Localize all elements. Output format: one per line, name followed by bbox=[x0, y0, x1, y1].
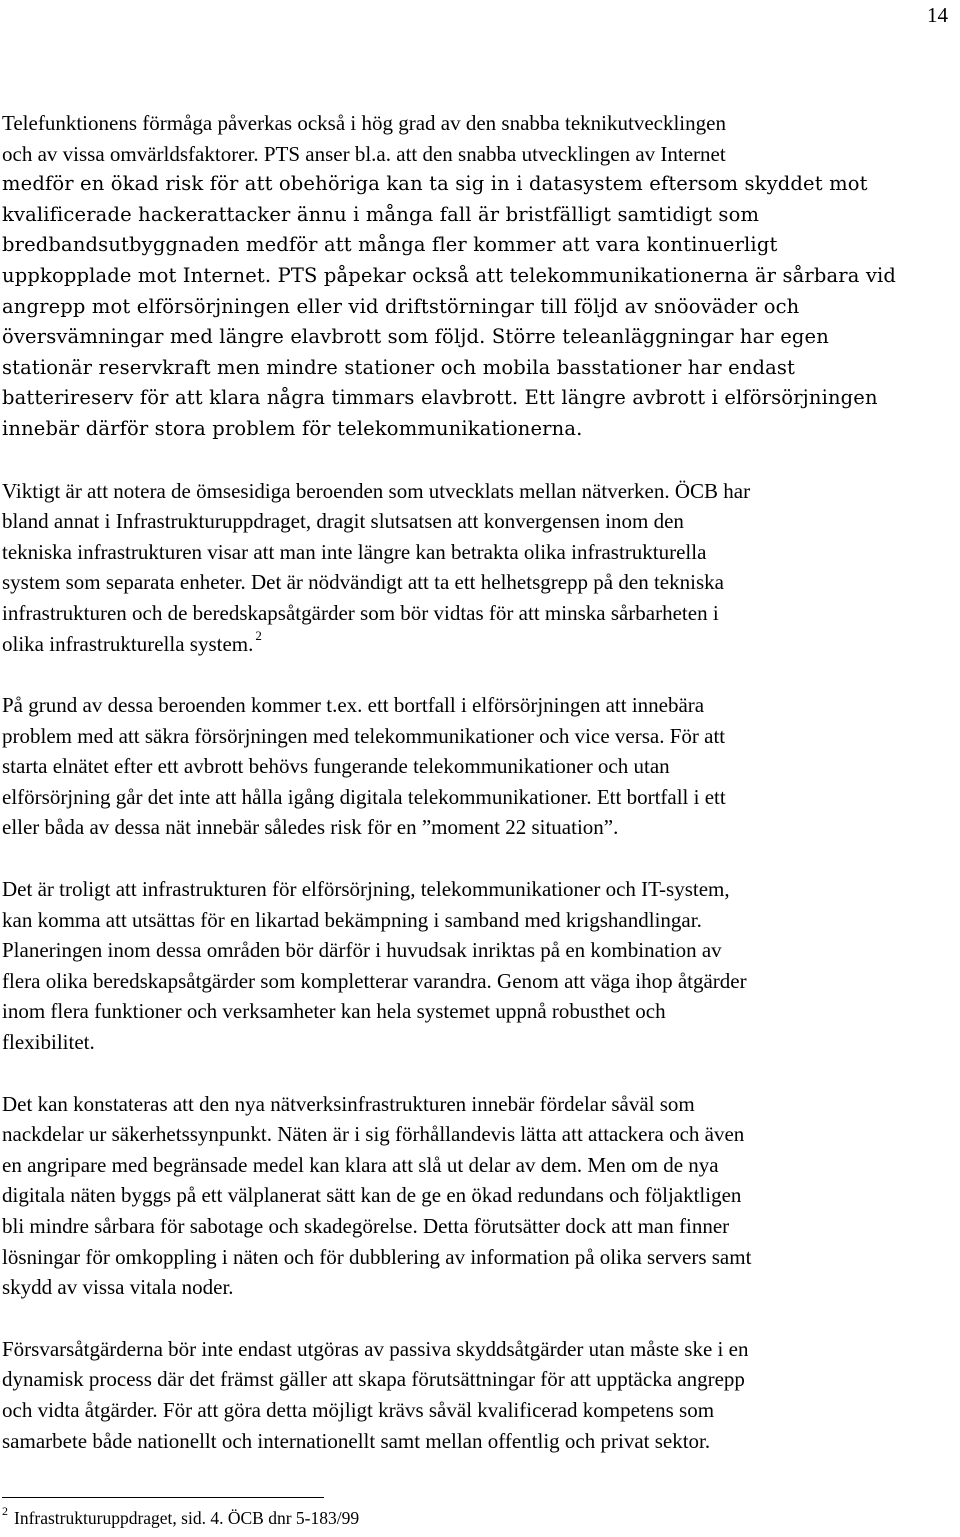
text-line: en angripare med begränsade medel kan klara att slå ut delar av dem. Men om de nya bbox=[2, 1152, 719, 1177]
text-line: bredbandsutbyggnaden medför att många fler kommer att vara kontinuerligt bbox=[2, 233, 778, 257]
footnote bbox=[2, 1506, 359, 1530]
text-line: olika infrastrukturella system. bbox=[2, 631, 254, 656]
paragraph-4 bbox=[2, 874, 958, 1058]
footnote-number: 2 bbox=[2, 1504, 8, 1518]
text-line: kan komma att utsättas för en likartad bekämpning i samband med krigshandlingar. bbox=[2, 907, 702, 932]
text-line: bland annat i Infrastrukturuppdraget, dragit slutsatsen att konvergensen inom den bbox=[2, 509, 684, 534]
text-line: tekniska infrastrukturen visar att man inte längre kan betrakta olika infrastrukturella bbox=[2, 539, 707, 564]
text-line: Det kan konstateras att den nya nätverksinfrastrukturen innebär fördelar såväl som bbox=[2, 1091, 695, 1116]
text-line: digitala näten byggs på ett välplanerat sätt kan de ge en ökad redundans och följaktligen bbox=[2, 1183, 742, 1208]
paragraph-1 bbox=[2, 108, 958, 445]
text-line: batterireserv för att klara några timmars elavbrott. Ett längre avbrott i elförsörjningen bbox=[2, 386, 878, 410]
text-line: bli mindre sårbara för sabotage och skadegörelse. Detta förutsätter dock att man finner bbox=[2, 1214, 730, 1238]
text-line: flera olika beredskapsåtgärder som kompletterar varandra. Genom att väga ihop åtgärder bbox=[2, 968, 747, 993]
text-line: eller båda av dessa nät innebär således risk för en ”moment 22 situation”. bbox=[2, 815, 619, 840]
document-body bbox=[2, 108, 958, 1487]
paragraph-3 bbox=[2, 690, 958, 843]
paragraph-6 bbox=[2, 1334, 958, 1456]
text-line: innebär därför stora problem för telekommunikationerna. bbox=[2, 416, 583, 440]
text-line: och av vissa omvärldsfaktorer. PTS anser bl.a. att den snabba utvecklingen av Internet bbox=[2, 141, 726, 166]
text-line: Det är troligt att infrastrukturen för elförsörjning, telekommunikationer och IT-system, bbox=[2, 877, 730, 902]
footnote-text: Infrastrukturuppdraget, sid. 4. ÖCB dnr 5-183/99 bbox=[14, 1508, 360, 1528]
text-line: kvalificerade hackerattacker ännu i många fall är bristfälligt samtidigt som bbox=[2, 202, 760, 226]
text-line: och vidta åtgärder. För att göra detta möjligt krävs såväl kvalificerad kompetens som bbox=[2, 1397, 715, 1422]
text-line: medför en ökad risk för att obehöriga kan ta sig in i datasystem eftersom skyddet mot bbox=[2, 172, 868, 196]
text-line: problem med att säkra försörjningen med telekommunikationer och vice versa. För att bbox=[2, 723, 726, 748]
text-line: skydd av vissa vitala noder. bbox=[2, 1275, 234, 1300]
text-line: Telefunktionens förmåga påverkas också i hög grad av den snabba teknikutvecklingen bbox=[2, 111, 726, 135]
text-line: På grund av dessa beroenden kommer t.ex. ett bortfall i elförsörjningen att innebära bbox=[2, 693, 705, 718]
text-line-with-footnote bbox=[2, 629, 958, 660]
text-line: flexibilitet. bbox=[2, 1030, 95, 1055]
text-line: stationär reservkraft men mindre stationer och mobila basstationer har endast bbox=[2, 355, 796, 379]
page-number: 14 bbox=[927, 3, 948, 27]
text-line: samarbete både nationellt och internationellt samt mellan offentlig och privat sektor. bbox=[2, 1428, 711, 1453]
text-line: Försvarsåtgärderna bör inte endast utgöras av passiva skyddsåtgärder utan måste ske i en bbox=[2, 1336, 749, 1361]
text-line: inom flera funktioner och verksamheter kan hela systemet uppnå robusthet och bbox=[2, 999, 666, 1024]
text-line: Planeringen inom dessa områden bör därför i huvudsak inriktas på en kombination av bbox=[2, 938, 722, 963]
text-line: dynamisk process där det främst gäller att skapa förutsättningar för att upptäcka angrepp bbox=[2, 1367, 745, 1392]
text-line: nackdelar ur säkerhetssynpunkt. Näten är i sig förhållandevis lätta att attackera och även bbox=[2, 1122, 745, 1147]
paragraph-2 bbox=[2, 476, 958, 660]
text-line: infrastrukturen och de beredskapsåtgärder som bör vidtas för att minska sårbarheten i bbox=[2, 600, 719, 625]
text-line: Viktigt är att notera de ömsesidiga beroenden som utvecklats mellan nätverken. ÖCB har bbox=[2, 478, 751, 503]
text-line: uppkopplade mot Internet. PTS påpekar också att telekommunikationerna är sårbara vid bbox=[2, 263, 897, 287]
text-line: lösningar för omkoppling i näten och för dubblering av information på olika servers samt bbox=[2, 1244, 752, 1269]
text-line: angrepp mot elförsörjningen eller vid driftstörningar till följd av snöoväder och bbox=[2, 294, 800, 318]
text-line: översvämningar med längre elavbrott som följd. Större teleanläggningar har egen bbox=[2, 325, 829, 349]
text-line: starta elnätet efter ett avbrott behövs fungerande telekommunikationer och utan bbox=[2, 754, 670, 779]
footnote-reference: 2 bbox=[255, 627, 262, 643]
footnote-separator bbox=[2, 1497, 324, 1498]
text-line: system som separata enheter. Det är nödvändigt att ta ett helhetsgrepp på den tekniska bbox=[2, 570, 724, 595]
text-line: elförsörjning går det inte att hålla igång digitala telekommunikationer. Ett bortfall i ett bbox=[2, 784, 726, 809]
paragraph-5 bbox=[2, 1089, 958, 1303]
